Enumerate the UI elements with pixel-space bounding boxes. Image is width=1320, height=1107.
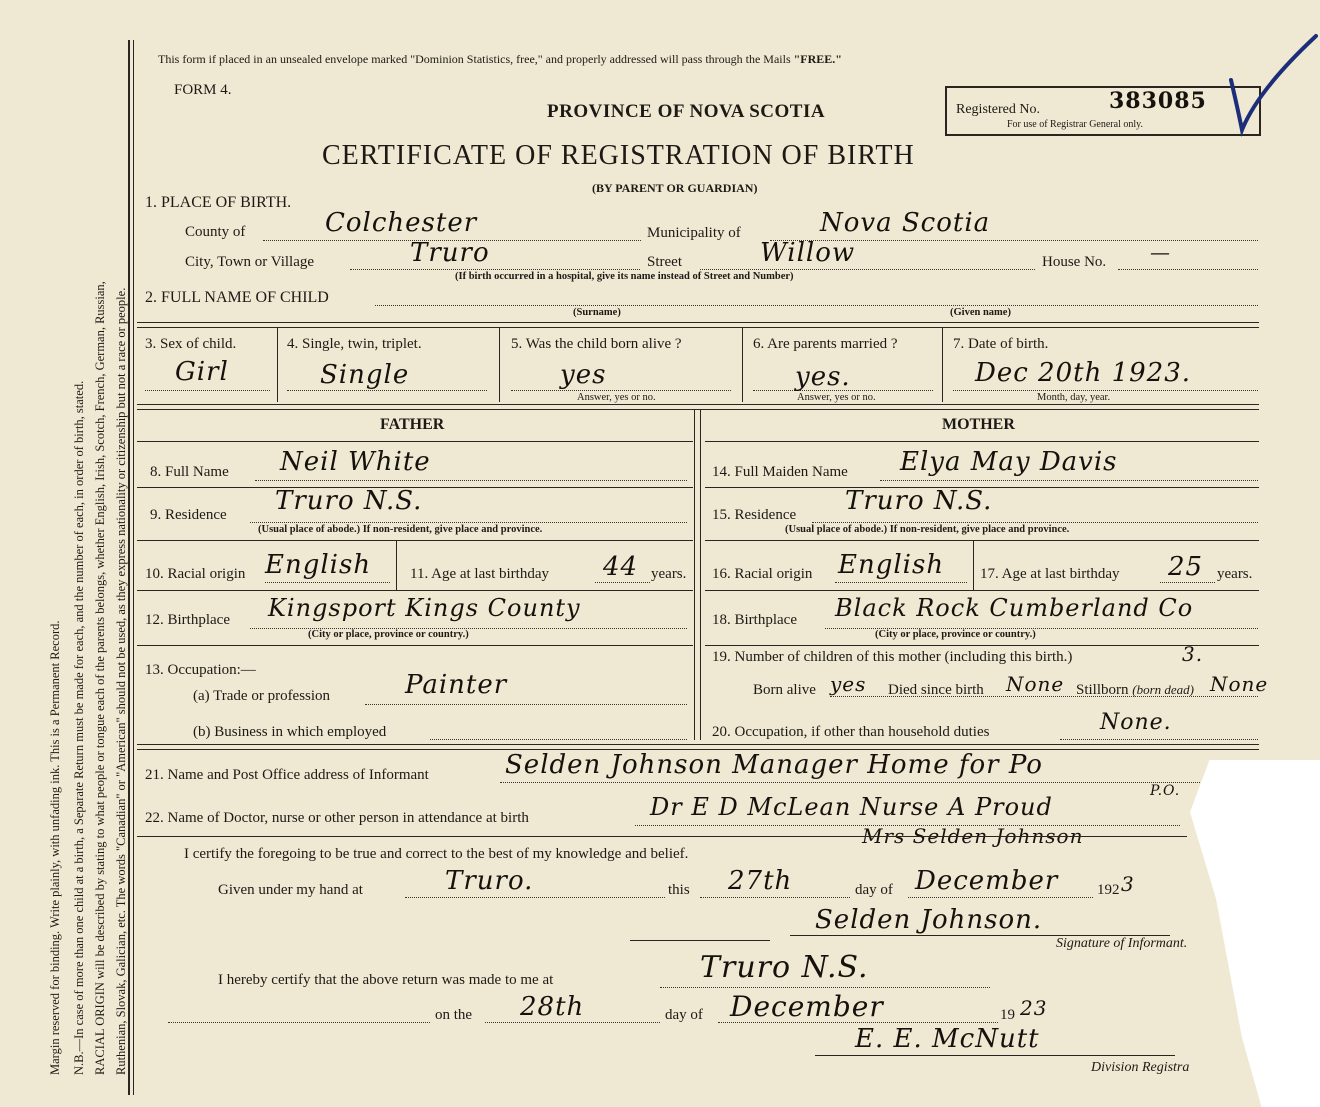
father-birthplace-label: 12. Birthplace	[145, 612, 230, 628]
place-of-birth-label: 1. PLACE OF BIRTH.	[145, 194, 292, 211]
house-label: House No.	[1042, 254, 1107, 270]
mother-abode-note: (Usual place of abode.) If non-resident, give place and province.	[785, 524, 1070, 535]
certificate-subtitle: (BY PARENT OR GUARDIAN)	[592, 181, 758, 195]
date-of-birth-label: 7. Date of birth.	[953, 336, 1049, 352]
this-label: this	[668, 882, 690, 898]
informant-label: 21. Name and Post Office address of Informant	[145, 767, 429, 783]
father-age-label: 11. Age at last birthday	[410, 566, 549, 582]
street-value: Willow	[760, 238, 856, 268]
informant-signature: Selden Johnson.	[815, 905, 1043, 935]
given-month-value: December	[915, 866, 1059, 896]
parents-married-label: 6. Are parents married ?	[753, 336, 898, 352]
check-mark-icon	[1228, 30, 1318, 140]
born-alive-label: 5. Was the child born alive ?	[511, 336, 682, 352]
father-name-value: Neil White	[280, 447, 431, 477]
informant-signature-label: Signature of Informant.	[1056, 936, 1188, 951]
mother-children-value: 3.	[1182, 642, 1204, 666]
given-day-value: 27th	[728, 866, 793, 896]
county-label: County of	[185, 224, 246, 240]
date-of-birth-value: Dec 20th 1923.	[975, 358, 1192, 388]
municipality-value: Nova Scotia	[820, 208, 991, 238]
mother-heading: MOTHER	[942, 416, 1015, 433]
stillborn-value: None	[1210, 672, 1269, 696]
mother-racial-value: English	[838, 550, 945, 580]
father-name-label: 8. Full Name	[150, 464, 229, 480]
margin-line-4: Ruthenian, Slovak, Galician, etc. The words "Canadian" or "American" should not be used, as they express nationality or citizenship but not a race or people.	[114, 287, 128, 1075]
year-suffix: 3	[1121, 872, 1135, 896]
mother-racial-label: 16. Racial origin	[712, 566, 813, 582]
surname-note: (Surname)	[573, 307, 621, 318]
father-residence-label: 9. Residence	[150, 507, 227, 523]
father-abode-note: (Usual place of abode.) If non-resident, give place and province.	[258, 524, 543, 535]
registrar-note: For use of Registrar General only.	[1007, 119, 1143, 130]
given-under-label: Given under my hand at	[218, 882, 363, 898]
torn-corner	[1190, 760, 1320, 1107]
father-heading: FATHER	[380, 416, 445, 433]
city-value: Truro	[410, 238, 490, 268]
mother-children-label: 19. Number of children of this mother (including this birth.)	[712, 649, 1073, 665]
father-occupation-label: 13. Occupation:—	[145, 662, 256, 678]
municipality-label: Municipality of	[647, 225, 741, 241]
form-number: FORM 4.	[174, 82, 232, 98]
given-name-note: (Given name)	[950, 307, 1011, 318]
binding-line	[128, 40, 130, 1095]
mother-name-value: Elya May Davis	[900, 447, 1118, 477]
margin-line-3: RACIAL ORIGIN will be described by stating to what people or tongue each of the parents belongs, whether English, Irish, Scotch, French, German, Russian,	[93, 281, 107, 1075]
on-the-label: on the	[435, 1007, 473, 1023]
child-name-label: 2. FULL NAME OF CHILD	[145, 289, 329, 306]
father-years-label: years.	[651, 566, 687, 582]
mother-age-label: 17. Age at last birthday	[980, 566, 1120, 582]
mother-occupation-value: None.	[1100, 710, 1172, 735]
return-day-value: 28th	[520, 992, 585, 1022]
single-label: 4. Single, twin, triplet.	[287, 336, 422, 352]
born-alive-answer-note: Answer, yes or no.	[577, 392, 656, 403]
father-city-note: (City or place, province or country.)	[308, 629, 469, 640]
binding-line-inner	[133, 40, 134, 1095]
died-since-birth-label: Died since birth	[888, 682, 984, 698]
return-year-prefix: 19	[1000, 1007, 1015, 1023]
mail-note: This form if placed in an unsealed envelope marked "Dominion Statistics, free," and properly addressed will pass through the Mails "FREE."	[158, 52, 842, 66]
sex-label: 3. Sex of child.	[145, 336, 237, 352]
father-age-value: 44	[603, 552, 639, 582]
mother-city-note: (City or place, province or country.)	[875, 629, 1036, 640]
father-birthplace-value: Kingsport Kings County	[268, 594, 581, 622]
given-place-value: Truro.	[445, 866, 534, 896]
father-trade-value: Painter	[405, 670, 508, 700]
house-value: —	[1150, 240, 1171, 264]
return-month-value: December	[730, 990, 884, 1023]
county-value: Colchester	[325, 208, 478, 238]
born-alive-value: yes	[560, 360, 607, 390]
father-business-label: (b) Business in which employed	[193, 724, 387, 740]
single-value: Single	[320, 360, 410, 390]
doctor-label: 22. Name of Doctor, nurse or other person in attendance at birth	[145, 810, 529, 826]
married-answer-note: Answer, yes or no.	[797, 392, 876, 403]
dob-note: Month, day, year.	[1037, 392, 1111, 403]
day-of-label: day of	[855, 882, 893, 898]
doctor-value: Dr E D McLean Nurse A Proud	[650, 793, 1053, 821]
registrar-label: Division Registra	[1091, 1060, 1190, 1075]
mother-occupation-label: 20. Occupation, if other than household duties	[712, 724, 990, 740]
registrar-signature: E. E. McNutt	[855, 1024, 1040, 1054]
mother-residence-label: 15. Residence	[712, 507, 797, 523]
informant-value: Selden Johnson Manager Home for Po	[505, 750, 1043, 780]
return-label: I hereby certify that the above return was made to me at	[218, 972, 554, 988]
mother-birthplace-value: Black Rock Cumberland Co	[835, 594, 1194, 622]
return-place-value: Truro N.S.	[700, 950, 869, 985]
born-alive-count-label: Born alive	[753, 682, 816, 698]
city-label: City, Town or Village	[185, 254, 315, 270]
registered-number: 383085	[1109, 88, 1207, 114]
born-alive-count-value: yes	[830, 672, 867, 696]
mother-residence-value: Truro N.S.	[845, 486, 993, 516]
father-residence-value: Truro N.S.	[275, 486, 423, 516]
mother-years-label: years.	[1217, 566, 1253, 582]
father-racial-label: 10. Racial origin	[145, 566, 246, 582]
hospital-note: (If birth occurred in a hospital, give its name instead of Street and Number)	[455, 271, 794, 282]
doctor-extra-value: Mrs Selden Johnson	[862, 824, 1084, 848]
margin-notes	[0, 0, 130, 1107]
certificate-title: CERTIFICATE OF REGISTRATION OF BIRTH	[322, 140, 915, 171]
year-prefix: 192	[1097, 882, 1120, 898]
doctor-po: P.O.	[1150, 783, 1181, 799]
mother-age-value: 25	[1168, 552, 1204, 582]
father-racial-value: English	[265, 550, 372, 580]
registered-label: Registered No.	[956, 102, 1040, 117]
margin-line-1: Margin reserved for binding. Write plainly, with unfading ink. This is a Permanent Record.	[48, 620, 62, 1075]
column-divider	[694, 409, 695, 740]
province-title: PROVINCE OF NOVA SCOTIA	[547, 101, 826, 122]
street-label: Street	[647, 254, 682, 270]
died-since-birth-value: None	[1006, 672, 1065, 696]
registered-number-box	[945, 86, 1261, 136]
stillborn-label: Stillborn (born dead)	[1076, 682, 1195, 698]
father-trade-label: (a) Trade or profession	[193, 688, 331, 704]
return-day-of-label: day of	[665, 1007, 703, 1023]
mother-birthplace-label: 18. Birthplace	[712, 612, 797, 628]
mother-name-label: 14. Full Maiden Name	[712, 464, 848, 480]
margin-line-2: N.B.—In case of more than one child at a birth, a Separate Return must be made for each, and the number of each, in order of birth, stated.	[72, 380, 86, 1075]
parents-married-value: yes.	[795, 362, 851, 392]
certify-statement: I certify the foregoing to be true and correct to the best of my knowledge and belief.	[184, 846, 689, 862]
return-year-suffix: 23	[1020, 996, 1048, 1020]
sex-value: Girl	[175, 357, 229, 387]
